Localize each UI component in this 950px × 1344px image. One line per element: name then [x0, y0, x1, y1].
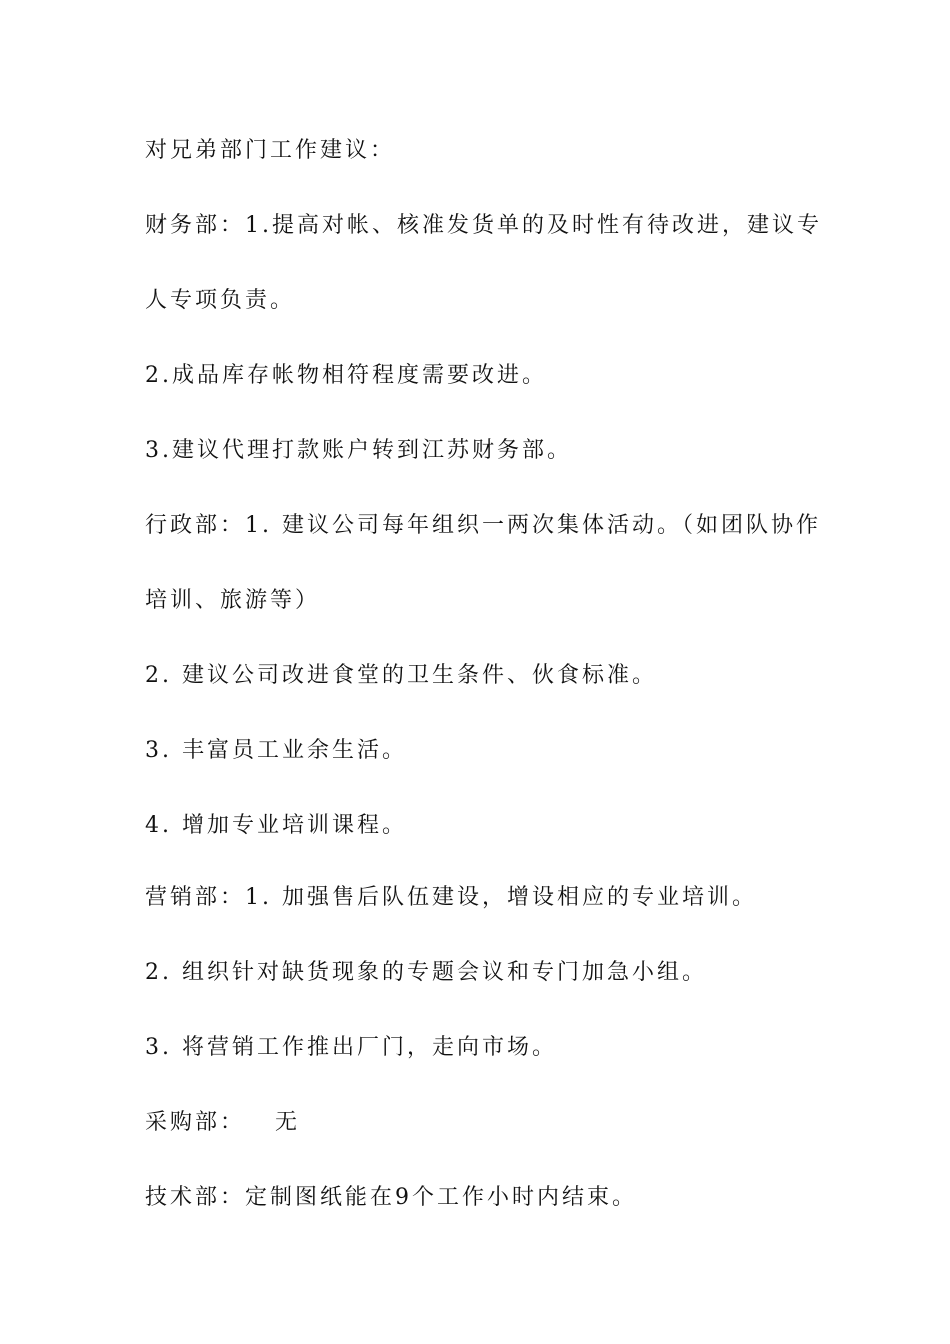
admin-line-1-cont: 培训、旅游等）: [145, 588, 321, 613]
finance-line-1: 财务部：1.提高对帐、核准发货单的及时性有待改进，建议专: [145, 213, 822, 238]
admin-line-2: 2. 建议公司改进食堂的卫生条件、伙食标准。: [145, 663, 657, 688]
document-heading: 对兄弟部门工作建议：: [145, 138, 396, 163]
finance-line-1-cont: 人专项负责。: [145, 288, 296, 313]
finance-line-2: 2.成品库存帐物相符程度需要改进。: [145, 363, 547, 388]
marketing-line-2: 2. 组织针对缺货现象的专题会议和专门加急小组。: [145, 960, 707, 985]
marketing-line-1: 营销部：1. 加强售后队伍建设，增设相应的专业培训。: [145, 885, 757, 910]
admin-line-4: 4. 增加专业培训课程。: [145, 813, 407, 838]
tech-line: 技术部：定制图纸能在9个工作小时内结束。: [145, 1185, 637, 1210]
finance-line-3: 3.建议代理打款账户转到江苏财务部。: [145, 438, 572, 463]
marketing-line-3: 3. 将营销工作推出厂门，走向市场。: [145, 1035, 557, 1060]
purchasing-line: 采购部： 无: [145, 1110, 300, 1135]
admin-line-3: 3. 丰富员工业余生活。: [145, 738, 407, 763]
admin-line-1: 行政部：1. 建议公司每年组织一两次集体活动。（如团队协作: [145, 513, 821, 538]
